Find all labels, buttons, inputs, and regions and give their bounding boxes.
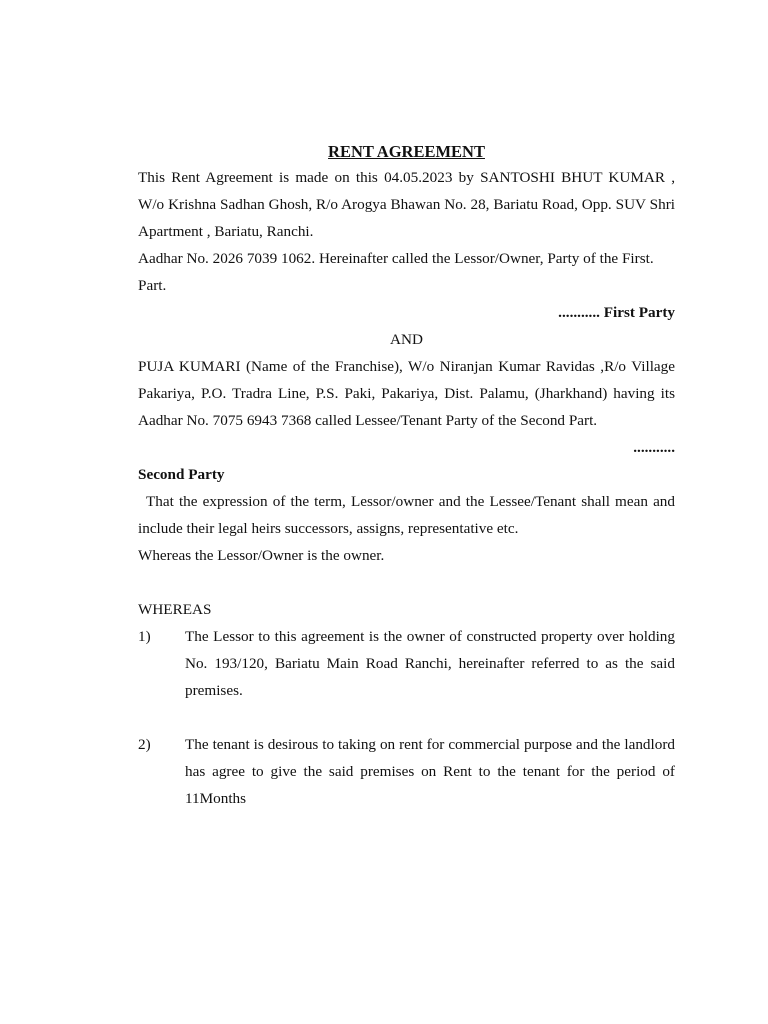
list-item [138, 731, 675, 812]
second-party-description: PUJA KUMARI (Name of the Franchise), W/o Niranjan Kumar Ravidas ,R/o Village Pakariya, P.O. Tradra Line, P.S. Paki, Pakariya, Dist. Palamu, (Jharkhand) having its Aadhar No. 7075 6943 7368 called Lessee/Tenant Party of the Second Part. [138, 358, 675, 429]
first-party-label: ........... First Party [558, 304, 675, 321]
list-item-text: The Lessor to this agreement is the owner of constructed property over holding No. 193/120, Bariatu Main Road Ranchi, hereinafter referred to as the said premises. [185, 628, 675, 699]
expression-clause: That the expression of the term, Lessor/owner and the Lessee/Tenant shall mean and include their legal heirs successors, assigns, representative etc. [138, 493, 675, 537]
list-item-number: 1) [138, 628, 151, 645]
spacer [138, 704, 675, 731]
document-title: RENT AGREEMENT [328, 142, 485, 161]
intro-paragraph: This Rent Agreement is made on this 04.05.2023 by SANTOSHI BHUT KUMAR , W/o Krishna Sadhan Ghosh, R/o Arogya Bhawan No. 28, Bariatu Road, Opp. SUV Shri Apartment , Bariatu, Ranchi. [138, 169, 675, 240]
document-body [138, 140, 675, 812]
list-item [138, 623, 675, 704]
whereas-owner-line: Whereas the Lessor/Owner is the owner. [138, 547, 385, 564]
list-item-number: 2) [138, 736, 151, 753]
dots-line: ........... [633, 439, 675, 456]
whereas-heading: WHEREAS [138, 601, 212, 618]
list-item-text: The tenant is desirous to taking on rent for commercial purpose and the landlord has agree to give the said premises on Rent to the tenant for the period of 11Months [185, 736, 675, 807]
second-party-label: Second Party [138, 466, 225, 483]
spacer [138, 569, 675, 596]
aadhar-paragraph: Aadhar No. 2026 7039 1062. Hereinafter called the Lessor/Owner, Party of the First. Part. [138, 250, 654, 294]
and-label: AND [390, 331, 423, 348]
